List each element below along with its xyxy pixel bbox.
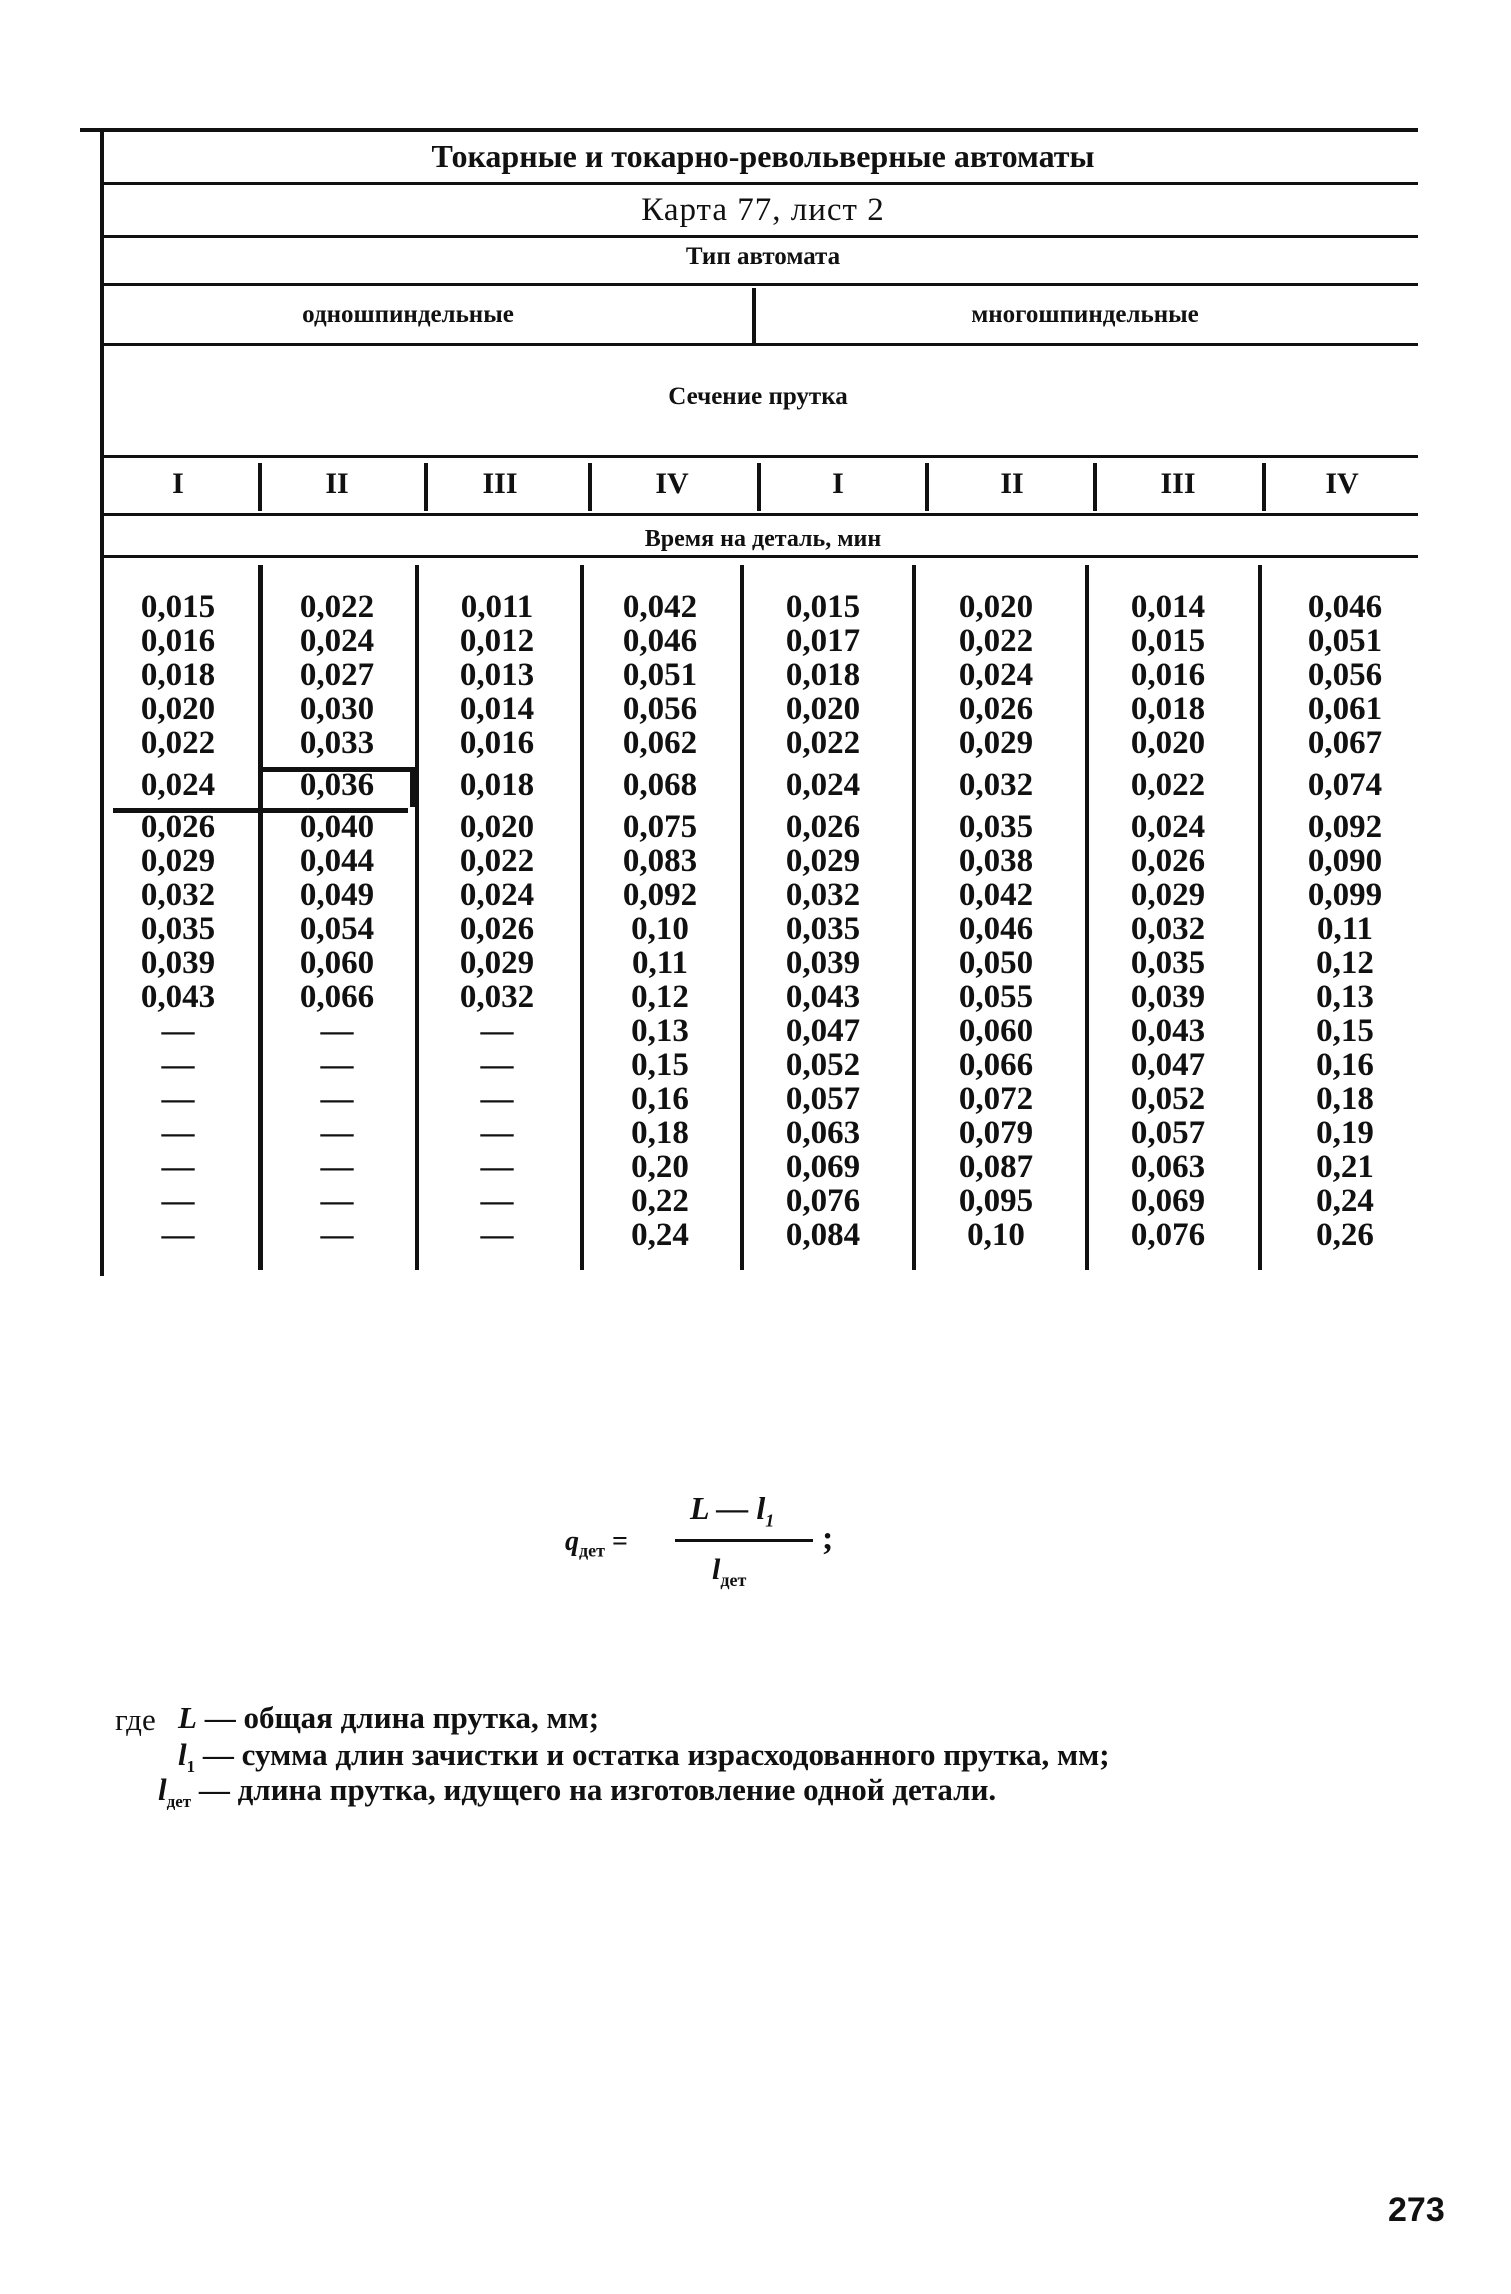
table-cell: 0,079 [958, 1115, 1034, 1151]
table-cell: 0,083 [622, 843, 698, 879]
table-cell: 0,074 [1307, 767, 1383, 803]
column-header: II [1000, 467, 1024, 500]
table-cell: 0,057 [785, 1081, 861, 1117]
legend-intro: где [115, 1702, 156, 1737]
table-cell: 0,029 [140, 843, 216, 879]
formula-lhs-sub: дет [579, 1540, 605, 1561]
table-cell: 0,035 [1130, 945, 1206, 981]
table-cell: 0,029 [785, 843, 861, 879]
page-number: 273 [1388, 2191, 1445, 2229]
table-title: Токарные и токарно-револьверные автоматы [431, 138, 1095, 174]
legend-item [178, 1700, 599, 1740]
column-header: III [1160, 467, 1196, 500]
data-column-multi-I [758, 590, 888, 1252]
table-cell: — [480, 1047, 514, 1083]
table-cell: 0,024 [958, 657, 1034, 693]
header-divider [1093, 463, 1097, 511]
table-cell: 0,015 [1130, 623, 1206, 659]
table-cell: 0,022 [299, 589, 375, 625]
table-cell: — [161, 1217, 195, 1253]
formula-denominator [712, 1553, 746, 1591]
table-cell: 0,040 [299, 809, 375, 845]
table-cell: 0,024 [459, 877, 535, 913]
table-cell: 0,054 [299, 911, 375, 947]
table-cell: — [320, 1047, 354, 1083]
table-cell: 0,12 [631, 979, 689, 1015]
table-cell: 0,060 [299, 945, 375, 981]
formula-denominator-text: l [712, 1553, 721, 1586]
table-cell: 0,022 [140, 725, 216, 761]
body-divider [580, 565, 584, 1270]
table-cell: 0,032 [459, 979, 535, 1015]
table-cell: 0,035 [958, 809, 1034, 845]
table-cell: 0,20 [631, 1149, 689, 1185]
table-cell: 0,024 [140, 767, 216, 803]
table-cell: 0,020 [1130, 725, 1206, 761]
table-cell: 0,022 [958, 623, 1034, 659]
formula-numerator-sub: 1 [765, 1510, 775, 1531]
header-divider [588, 463, 592, 511]
table-cell: 0,026 [785, 809, 861, 845]
column-header: I [832, 467, 844, 500]
table-cell: 0,032 [140, 877, 216, 913]
table-cell: 0,075 [622, 809, 698, 845]
legend-text: — длина прутка, идущего на изготовление одной детали. [198, 1772, 997, 1807]
table-cell: 0,026 [140, 809, 216, 845]
formula-tail: ; [822, 1520, 834, 1557]
rule-title [100, 182, 1418, 185]
table-cell: 0,16 [631, 1081, 689, 1117]
table-cell: 0,056 [1307, 657, 1383, 693]
table-cell: 0,19 [1316, 1115, 1374, 1151]
table-cell: — [480, 1183, 514, 1219]
table-cell: — [480, 1013, 514, 1049]
table-cell: 0,026 [459, 911, 535, 947]
table-cell: 0,051 [1307, 623, 1383, 659]
formula-equals: = [611, 1526, 628, 1557]
table-cell: 0,020 [958, 589, 1034, 625]
table-cell: 0,069 [1130, 1183, 1206, 1219]
table-cell: 0,020 [140, 691, 216, 727]
table-cell: 0,024 [1130, 809, 1206, 845]
table-cell: 0,15 [631, 1047, 689, 1083]
table-cell: 0,033 [299, 725, 375, 761]
table-cell: 0,024 [299, 623, 375, 659]
table-cell: — [480, 1217, 514, 1253]
legend-symbol: l [178, 1737, 187, 1772]
data-column-multi-IV [1280, 590, 1410, 1252]
table-cell: — [161, 1047, 195, 1083]
time-label: Время на деталь, мин [644, 526, 882, 552]
legend-text: — общая длина прутка, мм; [204, 1700, 600, 1735]
table-cell: 0,016 [1130, 657, 1206, 693]
table-cell: — [320, 1149, 354, 1185]
step-marker [410, 767, 418, 807]
table-cell: 0,046 [1307, 589, 1383, 625]
table-cell: 0,066 [958, 1047, 1034, 1083]
body-divider [740, 565, 744, 1270]
table-cell: 0,015 [140, 589, 216, 625]
table-cell: 0,042 [622, 589, 698, 625]
body-divider [1258, 565, 1262, 1270]
table-cell: 0,043 [785, 979, 861, 1015]
table-cell: — [320, 1013, 354, 1049]
table-cell: — [320, 1115, 354, 1151]
formula-numerator-text: L — l [690, 1490, 766, 1526]
table-cell: 0,015 [785, 589, 861, 625]
table-cell: 0,11 [632, 945, 688, 981]
table-cell: 0,022 [785, 725, 861, 761]
data-column-single-III [432, 590, 562, 1252]
table-cell: 0,020 [785, 691, 861, 727]
group-divider [752, 288, 756, 343]
table-cell: 0,10 [631, 911, 689, 947]
formula-numerator [690, 1490, 774, 1531]
legend-symbol: L [178, 1700, 197, 1735]
data-column-single-IV [595, 590, 725, 1252]
table-cell: — [480, 1081, 514, 1117]
body-divider [258, 565, 263, 1270]
legend-symbol-sub: 1 [186, 1757, 196, 1777]
table-cell: 0,014 [459, 691, 535, 727]
rule-type [100, 283, 1418, 286]
table-cell: 0,029 [958, 725, 1034, 761]
table-cell: 0,090 [1307, 843, 1383, 879]
table-cell: 0,063 [1130, 1149, 1206, 1185]
table-cell: 0,027 [299, 657, 375, 693]
table-cell: 0,046 [622, 623, 698, 659]
table-cell: — [480, 1115, 514, 1151]
table-cell: 0,092 [622, 877, 698, 913]
table-cell: 0,076 [1130, 1217, 1206, 1253]
table-cell: 0,061 [1307, 691, 1383, 727]
column-header: I [172, 467, 184, 500]
group-single-label: одношпиндельные [302, 301, 514, 328]
table-cell: 0,032 [958, 767, 1034, 803]
legend-text: — сумма длин зачистки и остатка израсходованного прутка, мм; [202, 1737, 1110, 1772]
table-cell: 0,095 [958, 1183, 1034, 1219]
body-divider [415, 565, 419, 1270]
table-cell: — [320, 1217, 354, 1253]
table-cell: 0,049 [299, 877, 375, 913]
header-divider [258, 463, 262, 511]
table-cell: 0,011 [460, 589, 534, 625]
table-cell: 0,052 [1130, 1081, 1206, 1117]
table-cell: 0,035 [785, 911, 861, 947]
fraction-bar [675, 1539, 813, 1542]
table-cell: 0,068 [622, 767, 698, 803]
table-cell: 0,050 [958, 945, 1034, 981]
table-cell: — [480, 1149, 514, 1185]
table-cell: 0,056 [622, 691, 698, 727]
table-cell: 0,029 [1130, 877, 1206, 913]
rule-groups [100, 343, 1418, 346]
table-cell: 0,099 [1307, 877, 1383, 913]
data-column-multi-II [931, 590, 1061, 1252]
table-cell: 0,047 [1130, 1047, 1206, 1083]
table-cell: 0,038 [958, 843, 1034, 879]
group-multi-label: многошпиндельные [971, 301, 1199, 328]
legend-symbol-sub: дет [166, 1792, 192, 1812]
header-divider [757, 463, 761, 511]
rule-top [80, 128, 1418, 132]
table-cell: 0,13 [1316, 979, 1374, 1015]
table-cell: 0,10 [967, 1217, 1025, 1253]
table-cell: 0,018 [785, 657, 861, 693]
table-cell: 0,014 [1130, 589, 1206, 625]
table-cell: 0,051 [622, 657, 698, 693]
table-cell: 0,052 [785, 1047, 861, 1083]
table-cell: 0,067 [1307, 725, 1383, 761]
column-header: III [482, 467, 518, 500]
table-cell: 0,24 [631, 1217, 689, 1253]
table-cell: 0,012 [459, 623, 535, 659]
table-left-border [100, 128, 104, 1276]
table-cell: 0,026 [958, 691, 1034, 727]
table-cell: 0,039 [785, 945, 861, 981]
table-cell: — [161, 1013, 195, 1049]
table-cell: 0,057 [1130, 1115, 1206, 1151]
table-cell: 0,035 [140, 911, 216, 947]
table-cell: 0,062 [622, 725, 698, 761]
formula-lhs-symbol: q [565, 1526, 579, 1557]
table-cell: — [161, 1149, 195, 1185]
table-cell: 0,087 [958, 1149, 1034, 1185]
column-header: IV [655, 467, 689, 500]
card-label: Карта 77, лист 2 [641, 192, 885, 228]
table-cell: 0,022 [1130, 767, 1206, 803]
table-cell: 0,092 [1307, 809, 1383, 845]
table-cell: 0,026 [1130, 843, 1206, 879]
table-cell: 0,030 [299, 691, 375, 727]
body-divider [912, 565, 916, 1270]
table-cell: 0,26 [1316, 1217, 1374, 1253]
column-header: II [325, 467, 349, 500]
table-cell: 0,047 [785, 1013, 861, 1049]
table-cell: 0,13 [631, 1013, 689, 1049]
table-cell: 0,12 [1316, 945, 1374, 981]
table-cell: 0,24 [1316, 1183, 1374, 1219]
table-cell: 0,043 [1130, 1013, 1206, 1049]
data-column-single-II [272, 590, 402, 1252]
table-cell: 0,018 [140, 657, 216, 693]
table-cell: 0,018 [459, 767, 535, 803]
table-cell: 0,076 [785, 1183, 861, 1219]
table-cell: 0,072 [958, 1081, 1034, 1117]
table-cell: 0,039 [140, 945, 216, 981]
table-cell: 0,046 [958, 911, 1034, 947]
header-divider [1262, 463, 1266, 511]
table-cell: 0,043 [140, 979, 216, 1015]
table-cell: 0,022 [459, 843, 535, 879]
table-cell: — [320, 1183, 354, 1219]
rule-time [100, 555, 1418, 558]
table-cell: 0,036 [299, 767, 375, 803]
section-label: Сечение прутка [668, 383, 848, 410]
table-cell: 0,032 [785, 877, 861, 913]
table-cell: 0,029 [459, 945, 535, 981]
table-cell: 0,060 [958, 1013, 1034, 1049]
table-cell: 0,066 [299, 979, 375, 1015]
table-cell: 0,11 [1317, 911, 1373, 947]
rule-headers [100, 513, 1418, 516]
table-cell: 0,013 [459, 657, 535, 693]
formula-lhs [565, 1526, 628, 1562]
table-cell: 0,018 [1130, 691, 1206, 727]
table-cell: 0,024 [785, 767, 861, 803]
table-cell: 0,055 [958, 979, 1034, 1015]
header-divider [424, 463, 428, 511]
rule-section [100, 455, 1418, 458]
legend-symbol: l [158, 1772, 167, 1807]
data-column-multi-III [1103, 590, 1233, 1252]
table-cell: 0,039 [1130, 979, 1206, 1015]
table-cell: — [161, 1115, 195, 1151]
table-cell: — [161, 1183, 195, 1219]
table-cell: 0,016 [459, 725, 535, 761]
formula-denominator-sub: дет [720, 1570, 747, 1590]
table-cell: — [320, 1081, 354, 1117]
legend-item [158, 1772, 996, 1812]
table-cell: 0,18 [631, 1115, 689, 1151]
header-divider [925, 463, 929, 511]
body-divider [1085, 565, 1089, 1270]
table-cell: 0,16 [1316, 1047, 1374, 1083]
rule-card [100, 235, 1418, 238]
table-cell: 0,032 [1130, 911, 1206, 947]
table-cell: 0,044 [299, 843, 375, 879]
table-cell: 0,020 [459, 809, 535, 845]
data-column-single-I [113, 590, 243, 1252]
table-cell: 0,017 [785, 623, 861, 659]
table-cell: 0,15 [1316, 1013, 1374, 1049]
column-header: IV [1325, 467, 1359, 500]
table-cell: 0,063 [785, 1115, 861, 1151]
table-cell: 0,21 [1316, 1149, 1374, 1185]
table-cell: 0,18 [1316, 1081, 1374, 1117]
table-cell: 0,069 [785, 1149, 861, 1185]
machine-type-label: Тип автомата [685, 243, 841, 270]
table-cell: 0,084 [785, 1217, 861, 1253]
table-cell: 0,22 [631, 1183, 689, 1219]
table-cell: — [161, 1081, 195, 1117]
table-cell: 0,042 [958, 877, 1034, 913]
table-cell: 0,016 [140, 623, 216, 659]
